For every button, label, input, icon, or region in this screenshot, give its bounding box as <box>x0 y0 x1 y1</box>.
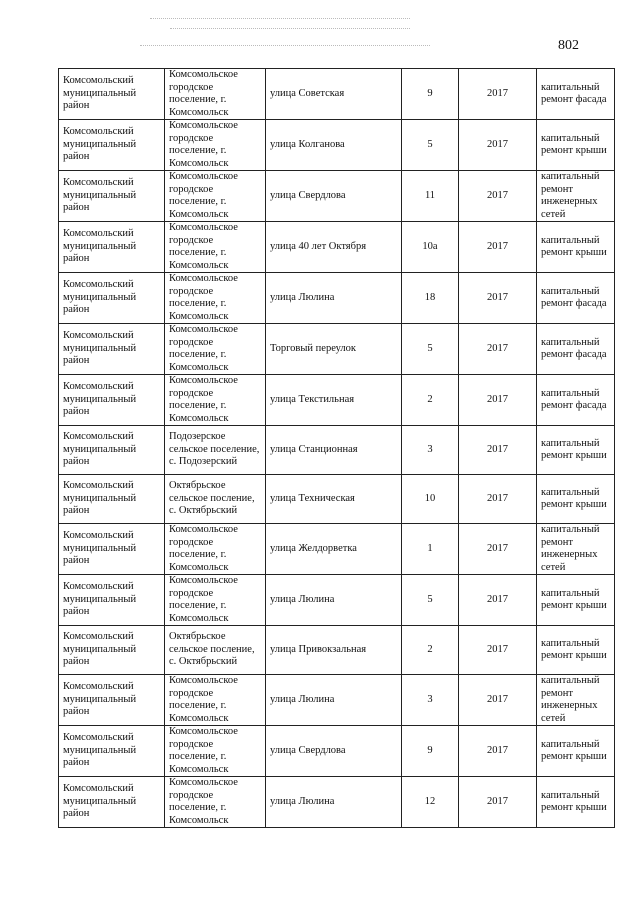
settlement-cell: Комсомольское городское поселение, г. Комсомольск <box>165 524 266 575</box>
table-row <box>59 222 615 273</box>
year-cell: 2017 <box>459 324 537 375</box>
street-cell: улица Люлина <box>266 273 402 324</box>
district-cell: Комсомольский муниципальный район <box>59 171 165 222</box>
year-cell: 2017 <box>459 777 537 828</box>
work-type-cell: капитальный ремонт крыши <box>537 120 615 171</box>
district-cell: Комсомольский муниципальный район <box>59 273 165 324</box>
work-type-cell: капитальный ремонт крыши <box>537 475 615 524</box>
table-row <box>59 726 615 777</box>
street-cell: улица Желдорветка <box>266 524 402 575</box>
house-number-cell: 18 <box>402 273 459 324</box>
house-number-cell: 12 <box>402 777 459 828</box>
street-cell: улица Свердлова <box>266 171 402 222</box>
work-type-cell: капитальный ремонт инженерных сетей <box>537 524 615 575</box>
street-cell: улица Советская <box>266 69 402 120</box>
table-row <box>59 675 615 726</box>
year-cell: 2017 <box>459 524 537 575</box>
table-row <box>59 426 615 475</box>
district-cell: Комсомольский муниципальный район <box>59 726 165 777</box>
page-number: 802 <box>558 38 579 53</box>
district-cell: Комсомольский муниципальный район <box>59 777 165 828</box>
year-cell: 2017 <box>459 575 537 626</box>
district-cell: Комсомольский муниципальный район <box>59 69 165 120</box>
table-row <box>59 777 615 828</box>
house-number-cell: 2 <box>402 375 459 426</box>
street-cell: улица Свердлова <box>266 726 402 777</box>
district-cell: Комсомольский муниципальный район <box>59 626 165 675</box>
settlement-cell: Комсомольское городское поселение, г. Комсомольск <box>165 324 266 375</box>
settlement-cell: Комсомольское городское поселение, г. Комсомольск <box>165 726 266 777</box>
house-number-cell: 9 <box>402 69 459 120</box>
house-number-cell: 1 <box>402 524 459 575</box>
registry-table-body <box>59 69 615 828</box>
work-type-cell: капитальный ремонт фасада <box>537 69 615 120</box>
year-cell: 2017 <box>459 626 537 675</box>
house-number-cell: 10 <box>402 475 459 524</box>
table-row <box>59 69 615 120</box>
street-cell: улица Станционная <box>266 426 402 475</box>
street-cell: Торговый переулок <box>266 324 402 375</box>
table-row <box>59 171 615 222</box>
registry-table <box>58 68 615 828</box>
table-row <box>59 524 615 575</box>
table-row <box>59 575 615 626</box>
scan-noise <box>150 18 410 20</box>
table-row <box>59 475 615 524</box>
street-cell: улица Техническая <box>266 475 402 524</box>
district-cell: Комсомольский муниципальный район <box>59 475 165 524</box>
settlement-cell: Комсомольское городское поселение, г. Комсомольск <box>165 171 266 222</box>
table-row <box>59 120 615 171</box>
work-type-cell: капитальный ремонт крыши <box>537 626 615 675</box>
settlement-cell: Комсомольское городское поселение, г. Комсомольск <box>165 69 266 120</box>
district-cell: Комсомольский муниципальный район <box>59 426 165 475</box>
settlement-cell: Октябрьское сельское посление, с. Октябрьский <box>165 475 266 524</box>
table-row <box>59 273 615 324</box>
house-number-cell: 3 <box>402 675 459 726</box>
house-number-cell: 5 <box>402 120 459 171</box>
settlement-cell: Комсомольское городское поселение, г. Комсомольск <box>165 120 266 171</box>
year-cell: 2017 <box>459 69 537 120</box>
scan-noise <box>170 28 410 30</box>
scan-noise <box>140 45 430 47</box>
house-number-cell: 3 <box>402 426 459 475</box>
year-cell: 2017 <box>459 273 537 324</box>
street-cell: улица Текстильная <box>266 375 402 426</box>
district-cell: Комсомольский муниципальный район <box>59 675 165 726</box>
settlement-cell: Комсомольское городское поселение, г. Комсомольск <box>165 222 266 273</box>
settlement-cell: Комсомольское городское поселение, г. Комсомольск <box>165 375 266 426</box>
house-number-cell: 2 <box>402 626 459 675</box>
work-type-cell: капитальный ремонт крыши <box>537 426 615 475</box>
district-cell: Комсомольский муниципальный район <box>59 222 165 273</box>
settlement-cell: Комсомольское городское поселение, г. Комсомольск <box>165 777 266 828</box>
street-cell: улица Люлина <box>266 575 402 626</box>
street-cell: улица Привокзальная <box>266 626 402 675</box>
year-cell: 2017 <box>459 475 537 524</box>
settlement-cell: Комсомольское городское поселение, г. Комсомольск <box>165 675 266 726</box>
street-cell: улица 40 лет Октября <box>266 222 402 273</box>
work-type-cell: капитальный ремонт крыши <box>537 222 615 273</box>
street-cell: улица Люлина <box>266 777 402 828</box>
street-cell: улица Колганова <box>266 120 402 171</box>
work-type-cell: капитальный ремонт инженерных сетей <box>537 675 615 726</box>
work-type-cell: капитальный ремонт фасада <box>537 273 615 324</box>
year-cell: 2017 <box>459 675 537 726</box>
district-cell: Комсомольский муниципальный район <box>59 575 165 626</box>
house-number-cell: 10а <box>402 222 459 273</box>
house-number-cell: 5 <box>402 324 459 375</box>
work-type-cell: капитальный ремонт крыши <box>537 777 615 828</box>
work-type-cell: капитальный ремонт инженерных сетей <box>537 171 615 222</box>
house-number-cell: 11 <box>402 171 459 222</box>
street-cell: улица Люлина <box>266 675 402 726</box>
settlement-cell: Комсомольское городское поселение, г. Комсомольск <box>165 273 266 324</box>
table-row <box>59 324 615 375</box>
table-row <box>59 375 615 426</box>
year-cell: 2017 <box>459 171 537 222</box>
district-cell: Комсомольский муниципальный район <box>59 375 165 426</box>
work-type-cell: капитальный ремонт фасада <box>537 375 615 426</box>
district-cell: Комсомольский муниципальный район <box>59 120 165 171</box>
year-cell: 2017 <box>459 726 537 777</box>
settlement-cell: Октябрьское сельское посление, с. Октябрьский <box>165 626 266 675</box>
house-number-cell: 9 <box>402 726 459 777</box>
year-cell: 2017 <box>459 222 537 273</box>
work-type-cell: капитальный ремонт фасада <box>537 324 615 375</box>
year-cell: 2017 <box>459 120 537 171</box>
year-cell: 2017 <box>459 375 537 426</box>
settlement-cell: Комсомольское городское поселение, г. Комсомольск <box>165 575 266 626</box>
work-type-cell: капитальный ремонт крыши <box>537 575 615 626</box>
table-row <box>59 626 615 675</box>
year-cell: 2017 <box>459 426 537 475</box>
district-cell: Комсомольский муниципальный район <box>59 524 165 575</box>
district-cell: Комсомольский муниципальный район <box>59 324 165 375</box>
house-number-cell: 5 <box>402 575 459 626</box>
work-type-cell: капитальный ремонт крыши <box>537 726 615 777</box>
settlement-cell: Подозерское сельское поселение, с. Подозерский <box>165 426 266 475</box>
